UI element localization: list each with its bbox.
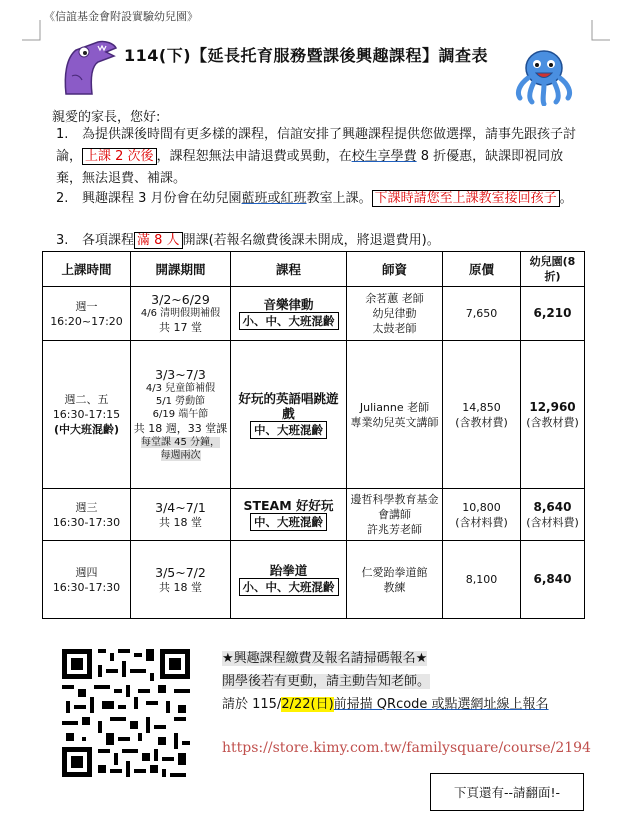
teacher-line: Julianne 老師 [359, 400, 430, 414]
cell-discount [521, 489, 585, 541]
qr-code-icon[interactable] [58, 645, 194, 781]
cell-teacher [347, 541, 443, 619]
cell-price [443, 341, 521, 489]
item-text: 興趣課程 3 月份會在幼兒園 [82, 191, 242, 206]
course-name: 跆拳道 [269, 563, 308, 578]
item-text: 為提供課後時間有更多樣的課程，信誼安排了興趣課程提供您做選擇，請事先跟孩子討論， [56, 127, 577, 164]
course-age: 小、中、大班混齡 [239, 312, 339, 330]
cell-period [131, 287, 231, 341]
row-day: 週三 [75, 500, 98, 514]
registration-info [222, 647, 549, 716]
row-period: 3/5~7/2 [155, 564, 206, 580]
discount-value: 6,210 [533, 306, 572, 320]
header-time: 上課時間 [43, 252, 131, 287]
cell-price [443, 541, 521, 619]
item-underlined: 校生享學費 [351, 149, 417, 164]
price-value: 10,800 [462, 500, 501, 514]
cell-teacher [347, 489, 443, 541]
teacher-line: 教練 [383, 580, 406, 594]
row-day: 週一 [75, 299, 98, 313]
cell-price [443, 287, 521, 341]
header-price: 原價 [443, 252, 521, 287]
item-highlight: 下課時請您至上課教室接回孩子 [372, 190, 560, 207]
teacher-line: 許兆芳老師 [367, 523, 422, 536]
course-age: 中、大班混齡 [250, 513, 327, 531]
course-name: STEAM 好好玩 [243, 498, 334, 513]
cell-discount [521, 341, 585, 489]
item-highlight: 滿 8 人 [134, 232, 183, 249]
period-note: 5/1 勞動節 [155, 396, 206, 407]
teacher-line: 幼兒律動 [372, 307, 417, 320]
cell-course [231, 287, 347, 341]
cell-discount [521, 287, 585, 341]
item-underlined: 藍班或紅班 [241, 191, 307, 206]
item-text: 各項課程 [82, 233, 135, 248]
info-line-3b: 前掃描 QRcode 或點選網址線上報名 [333, 697, 549, 712]
row-time: 16:20~17:20 [50, 314, 123, 328]
header-discount: 幼兒園(8 折) [521, 252, 585, 287]
teacher-line: 仁愛跆拳道館 [361, 565, 428, 579]
cell-period [131, 341, 231, 489]
item-text: 8 折優惠，缺課即視同放棄，無法退費、補課。 [56, 149, 564, 186]
period-note: 6/19 端午節 [152, 409, 209, 420]
teacher-line: 邊哲科學教育基金會講師 [350, 493, 439, 521]
discount-value: 12,960 [529, 399, 576, 414]
course-name: 音樂律動 [263, 297, 314, 312]
table-row [43, 287, 585, 341]
discount-note: (含教材費) [526, 415, 579, 429]
cell-course [231, 341, 347, 489]
row-period: 3/2~6/29 [151, 292, 210, 307]
row-period: 3/4~7/1 [155, 499, 206, 515]
price-value: 14,850 [462, 400, 501, 414]
cell-price [443, 489, 521, 541]
teacher-line: 太鼓老師 [372, 322, 417, 335]
cell-course [231, 489, 347, 541]
discount-value: 6,840 [533, 572, 572, 586]
row-day: 週二、五 [64, 393, 109, 406]
cell-teacher [347, 341, 443, 489]
period-note: 共 18 週，33 堂課 [133, 422, 228, 435]
teacher-line: 余茗蕙 老師 [365, 292, 424, 305]
period-note-grey: 每週兩次 [160, 450, 201, 461]
row-period: 3/3~7/3 [155, 367, 206, 382]
info-line-1: ★興趣課程繳費及報名請掃碼報名★ [222, 651, 428, 666]
price-value: 7,650 [465, 307, 498, 320]
cell-time [43, 541, 131, 619]
crocodile-mascot-icon [58, 36, 120, 98]
cell-time [43, 489, 131, 541]
info-deadline-date: 2/22(日) [281, 697, 334, 712]
price-note: (含材料費) [455, 515, 508, 529]
price-value: 8,100 [465, 573, 498, 586]
item-text: 開課(若報名繳費後課未開成，將退還費用)。 [182, 233, 440, 248]
period-note: 4/3 兒童節補假 [145, 383, 216, 394]
period-note-grey: 每堂課 45 分鐘， [140, 437, 221, 448]
document-title: 114(下)【延長托育服務暨課後興趣課程】調查表 [124, 46, 489, 65]
row-time: 16:30-17:15 [52, 408, 121, 421]
item-number: 3. [56, 233, 69, 248]
cell-period [131, 489, 231, 541]
table-header-row [43, 252, 585, 287]
next-page-text: 下頁還有--請翻面!- [453, 785, 561, 800]
header-course: 課程 [231, 252, 347, 287]
cell-time [43, 341, 131, 489]
period-note: 4/6 清明假期補假 [140, 308, 221, 319]
cell-course [231, 541, 347, 619]
course-name: 好玩的英語唱跳遊戲 [238, 390, 339, 421]
cell-period [131, 541, 231, 619]
notice-item-1 [56, 124, 586, 190]
row-day: 週四 [75, 565, 98, 579]
info-line-3a: 請於 115/ [222, 697, 282, 712]
table-row [43, 489, 585, 541]
header-title: 《信誼基金會附設實驗幼兒園》 [44, 10, 198, 23]
item-number: 1. [56, 127, 69, 142]
period-note: 共 17 堂 [159, 321, 202, 334]
octopus-mascot-icon [512, 44, 576, 106]
item-highlight: 上課 2 次後 [82, 148, 157, 165]
cell-time [43, 287, 131, 341]
course-age: 小、中、大班混齡 [239, 578, 339, 596]
discount-note: (含材料費) [526, 515, 579, 529]
header-teacher: 師資 [347, 252, 443, 287]
row-time: 16:30-17:30 [52, 515, 121, 529]
table-row [43, 541, 585, 619]
item-text: ，課程恕無法申請退費或異動，在 [156, 149, 352, 164]
greeting: 親愛的家長，您好: [52, 110, 161, 125]
notice-item-3 [56, 230, 586, 252]
next-page-note [430, 773, 584, 811]
cell-discount [521, 541, 585, 619]
item-number: 2. [56, 191, 69, 206]
notice-item-2 [56, 188, 586, 210]
item-text: 。 [559, 191, 573, 206]
course-age: 中、大班混齡 [250, 421, 327, 439]
registration-link[interactable]: https://store.kimy.com.tw/familysquare/course/2194 [222, 740, 591, 756]
price-note: (含教材費) [455, 415, 508, 429]
item-text: 教室上課。 [306, 191, 372, 206]
header-period: 開課期間 [131, 252, 231, 287]
teacher-line: 專業幼兒英文講師 [350, 415, 439, 429]
row-extra: (中大班混齡) [53, 423, 120, 436]
period-note: 共 18 堂 [159, 515, 202, 529]
course-table [42, 251, 585, 619]
discount-value: 8,640 [533, 499, 572, 514]
row-time: 16:30-17:30 [52, 580, 121, 594]
info-line-2: 開學後若有更動，請主動告知老師。 [222, 674, 431, 689]
table-row [43, 341, 585, 489]
cell-teacher [347, 287, 443, 341]
period-note: 共 18 堂 [159, 580, 202, 594]
